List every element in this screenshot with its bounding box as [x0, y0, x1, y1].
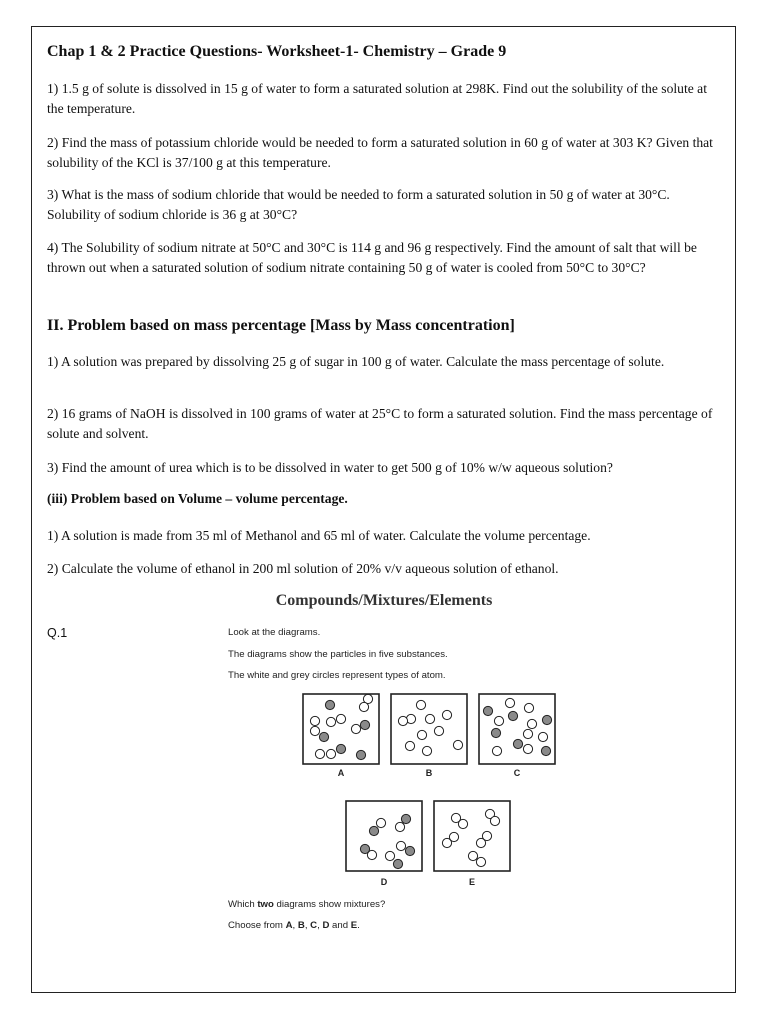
mass-percentage-question-1: 1) A solution was prepared by dissolving 25 g of sugar in 100 g of water. Calculate the mass percentage of solute. [47, 354, 665, 369]
solubility-question-4: 4) The Solubility of sodium nitrate at 50°C and 30°C is 114 g and 96 g respectively. Find the amount of salt that will be thrown out when a saturated solution of sodium nitrate containing 50 g of water is cooled from 50°C to 30°C? [47, 240, 697, 275]
grey-atom [542, 715, 551, 724]
grey-atom [360, 720, 369, 729]
white-atom [442, 710, 451, 719]
white-atom [468, 851, 477, 860]
diagram-label-c: C [513, 768, 521, 778]
grey-atom [325, 700, 334, 709]
white-atom [523, 729, 532, 738]
white-atom [359, 702, 368, 711]
grey-atom [393, 859, 402, 868]
question-label: Q.1 [47, 626, 68, 640]
white-atom [376, 818, 385, 827]
white-atom [398, 716, 407, 725]
white-atom [458, 819, 467, 828]
diagram-label-d: D [380, 877, 388, 887]
solubility-question-3: 3) What is the mass of sodium chloride that would be needed to form a saturated solution in 50 g of water at 30°C. Solubility of sodium chloride is 36 g at 30°C? [47, 187, 670, 222]
white-atom [405, 741, 414, 750]
white-atom [453, 740, 462, 749]
white-atom [422, 746, 431, 755]
white-atom [367, 850, 376, 859]
figure-instruction-2: The diagrams show the particles in five substances. [228, 649, 448, 660]
white-atom [315, 749, 324, 758]
diagram-label-a: A [337, 768, 345, 778]
grey-atom [541, 746, 550, 755]
white-atom [310, 716, 319, 725]
white-atom [492, 746, 501, 755]
white-atom [425, 714, 434, 723]
solubility-question-2: 2) Find the mass of potassium chloride would be needed to form a saturated solution in 60 g of water at 303 K? Given that solubility of the KCl is 37/100 g at this temperature. [47, 135, 713, 170]
white-atom [417, 730, 426, 739]
white-atom [336, 714, 345, 723]
white-atom [527, 719, 536, 728]
section-volume-percentage-heading: (iii) Problem based on Volume – volume percentage. [47, 491, 348, 506]
section-compounds-heading: Compounds/Mixtures/Elements [275, 592, 493, 609]
white-atom [524, 703, 533, 712]
white-atom [523, 744, 532, 753]
white-atom [326, 717, 335, 726]
grey-atom [356, 750, 365, 759]
volume-percentage-question-1: 1) A solution is made from 35 ml of Methanol and 65 ml of water. Calculate the volume percentage. [47, 528, 591, 543]
grey-atom [483, 706, 492, 715]
white-atom [310, 726, 319, 735]
white-atom [505, 698, 514, 707]
diagram-label-b: B [425, 768, 433, 778]
section-mass-percentage-heading: II. Problem based on mass percentage [Mass by Mass concentration] [47, 317, 515, 334]
mass-percentage-question-2: 2) 16 grams of NaOH is dissolved in 100 grams of water at 25°C to form a saturated solution. Find the mass percentage of solute and solvent. [47, 406, 713, 441]
grey-atom [336, 744, 345, 753]
grey-atom [369, 826, 378, 835]
white-atom [538, 732, 547, 741]
white-atom [494, 716, 503, 725]
white-atom [416, 700, 425, 709]
white-atom [385, 851, 394, 860]
choose-instruction: Choose from A, B, C, D and E. [228, 920, 360, 931]
white-atom [395, 822, 404, 831]
white-atom [326, 749, 335, 758]
figure-instruction-3: The white and grey circles represent types of atom. [228, 670, 446, 681]
diagram-label-e: E [468, 877, 476, 887]
grey-atom [508, 711, 517, 720]
solubility-question-1: 1) 1.5 g of solute is dissolved in 15 g of water to form a saturated solution at 298K. Find out the solubility of the solute at the temperature. [47, 81, 707, 116]
figure-instruction-1: Look at the diagrams. [228, 627, 321, 638]
volume-percentage-question-2: 2) Calculate the volume of ethanol in 200 ml solution of 20% v/v aqueous solution of ethanol. [47, 561, 559, 576]
grey-atom [319, 732, 328, 741]
white-atom [434, 726, 443, 735]
grey-atom [513, 739, 522, 748]
worksheet-title: Chap 1 & 2 Practice Questions- Worksheet-1- Chemistry – Grade 9 [47, 43, 507, 60]
grey-atom [401, 814, 410, 823]
white-atom [476, 857, 485, 866]
grey-atom [491, 728, 500, 737]
mass-percentage-question-3: 3) Find the amount of urea which is to be dissolved in water to get 500 g of 10% w/w aqueous solution? [47, 460, 613, 475]
white-atom [490, 816, 499, 825]
grey-atom [405, 846, 414, 855]
white-atom [396, 841, 405, 850]
diagram-box-d [346, 801, 422, 871]
mixtures-question: Which two diagrams show mixtures? [228, 899, 386, 910]
white-atom [351, 724, 360, 733]
white-atom [449, 832, 458, 841]
white-atom [476, 838, 485, 847]
